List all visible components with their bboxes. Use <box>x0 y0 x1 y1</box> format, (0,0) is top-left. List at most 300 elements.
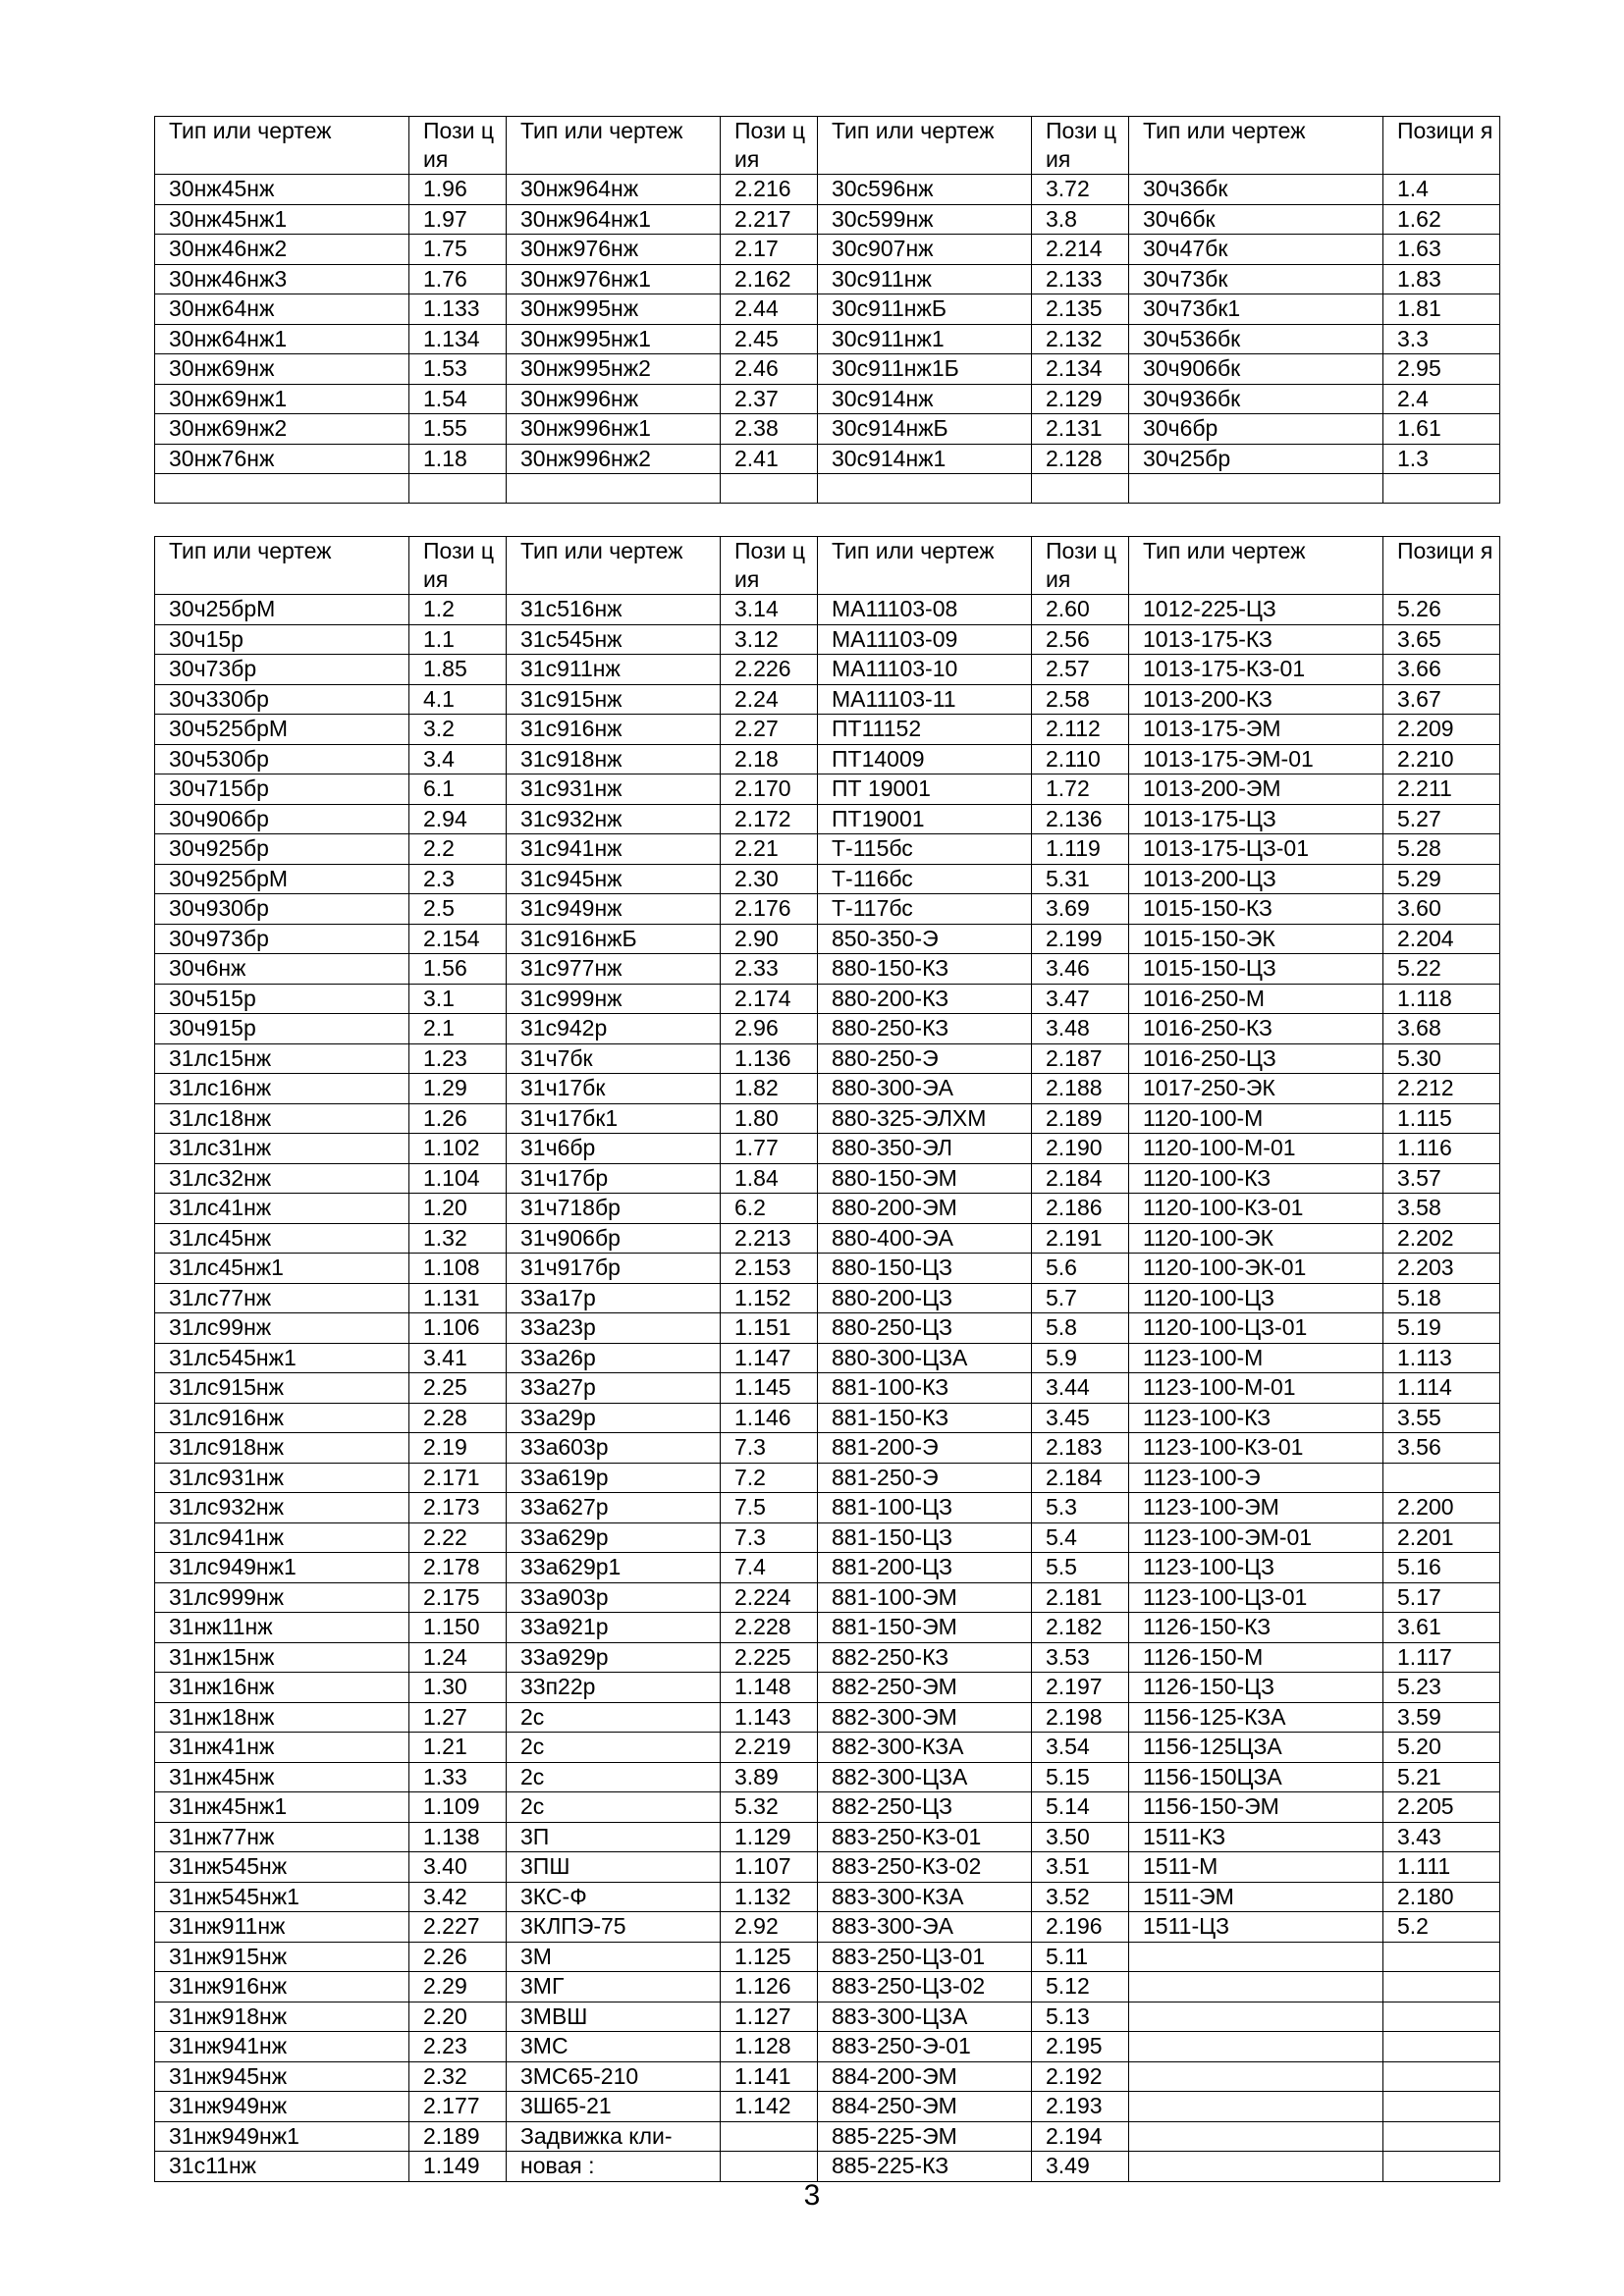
type-cell: 1015-150-ЭК <box>1129 924 1383 954</box>
position-cell: 5.5 <box>1032 1553 1129 1583</box>
position-cell: 3.12 <box>721 624 818 655</box>
table-row <box>155 1702 1500 1733</box>
type-cell: 1511-КЗ <box>1129 1822 1383 1852</box>
table-row <box>155 1043 1500 1074</box>
position-cell: 1.4 <box>1383 175 1500 205</box>
position-cell: 3.53 <box>1032 1642 1129 1673</box>
position-cell: 3.72 <box>1032 175 1129 205</box>
position-cell: 1.148 <box>721 1673 818 1703</box>
type-cell: 881-100-КЗ <box>818 1373 1032 1404</box>
table-row <box>155 1792 1500 1823</box>
type-cell: 31с942р <box>507 1014 721 1044</box>
position-cell: 2.184 <box>1032 1163 1129 1194</box>
position-cell: 7.3 <box>721 1522 818 1553</box>
position-cell: 1.3 <box>1383 444 1500 474</box>
type-cell: 1013-200-ЭМ <box>1129 774 1383 805</box>
position-cell: 2.27 <box>721 715 818 745</box>
table-row <box>155 235 1500 265</box>
type-cell: 33а903р <box>507 1582 721 1613</box>
position-cell: 1.26 <box>409 1103 507 1134</box>
position-cell <box>1383 2121 1500 2152</box>
position-cell: 1.84 <box>721 1163 818 1194</box>
table-row <box>155 1343 1500 1373</box>
type-cell: 30нж995нж <box>507 294 721 325</box>
type-cell: 30ч906бр <box>155 804 409 834</box>
type-cell: 1120-100-ЭК-01 <box>1129 1254 1383 1284</box>
type-cell: 880-150-КЗ <box>818 954 1032 985</box>
type-cell: 30ч36бк <box>1129 175 1383 205</box>
type-cell: 30ч973бр <box>155 924 409 954</box>
table-row <box>155 444 1500 474</box>
type-cell: 31с941нж <box>507 834 721 865</box>
type-cell: 883-250-ЦЗ-01 <box>818 1942 1032 1972</box>
position-cell: 2.200 <box>1383 1493 1500 1523</box>
type-cell: 1120-100-ЭК <box>1129 1223 1383 1254</box>
type-cell: 1123-100-ЭМ-01 <box>1129 1522 1383 1553</box>
position-cell: 1.29 <box>409 1074 507 1104</box>
type-cell: 31с11нж <box>155 2152 409 2182</box>
type-cell: 31лс918нж <box>155 1433 409 1464</box>
position-cell: 1.131 <box>409 1283 507 1313</box>
type-cell: 2с <box>507 1733 721 1763</box>
type-cell: 1126-150-КЗ <box>1129 1613 1383 1643</box>
table-row <box>155 1493 1500 1523</box>
position-cell: 2.132 <box>1032 324 1129 354</box>
type-cell: 31нж16нж <box>155 1673 409 1703</box>
type-cell: 2с <box>507 1702 721 1733</box>
type-cell: 3МГ <box>507 1972 721 2002</box>
position-cell: 3.3 <box>1383 324 1500 354</box>
header-position-cell: Пози ция <box>721 537 818 595</box>
position-cell: 1.20 <box>409 1194 507 1224</box>
type-cell: 31лс931нж <box>155 1463 409 1493</box>
position-cell: 3.60 <box>1383 894 1500 925</box>
position-cell <box>721 2121 818 2152</box>
position-cell: 2.219 <box>721 1733 818 1763</box>
table-row <box>155 1134 1500 1164</box>
position-cell: 7.5 <box>721 1493 818 1523</box>
type-cell: 1015-150-КЗ <box>1129 894 1383 925</box>
position-cell: 2.25 <box>409 1373 507 1404</box>
table-row <box>155 354 1500 385</box>
type-cell: 881-200-Э <box>818 1433 1032 1464</box>
position-cell: 2.174 <box>721 984 818 1014</box>
type-cell: 1120-100-КЗ <box>1129 1163 1383 1194</box>
position-cell: 5.16 <box>1383 1553 1500 1583</box>
position-cell: 2.58 <box>1032 684 1129 715</box>
position-cell: 2.37 <box>721 384 818 414</box>
type-cell <box>1129 2061 1383 2092</box>
position-cell: 2.193 <box>1032 2092 1129 2122</box>
type-cell: МА11103-11 <box>818 684 1032 715</box>
position-cell: 1.56 <box>409 954 507 985</box>
type-cell: 880-200-КЗ <box>818 984 1032 1014</box>
table-row <box>155 384 1500 414</box>
position-cell: 2.112 <box>1032 715 1129 745</box>
table-row <box>155 1942 1500 1972</box>
position-cell: 2.173 <box>409 1493 507 1523</box>
type-cell: 30ч536бк <box>1129 324 1383 354</box>
type-cell: 31нж45нж <box>155 1762 409 1792</box>
position-cell: 1.55 <box>409 414 507 445</box>
position-cell: 3.2 <box>409 715 507 745</box>
position-cell: 2.216 <box>721 175 818 205</box>
position-cell: 1.147 <box>721 1343 818 1373</box>
type-cell: 1120-100-М <box>1129 1103 1383 1134</box>
position-cell <box>1383 2152 1500 2182</box>
position-cell: 1.138 <box>409 1822 507 1852</box>
position-cell: 2.136 <box>1032 804 1129 834</box>
type-cell: 30ч6бр <box>1129 414 1383 445</box>
position-cell: 1.24 <box>409 1642 507 1673</box>
position-cell: 1.113 <box>1383 1343 1500 1373</box>
type-cell <box>1129 2152 1383 2182</box>
type-cell: 30ч25брМ <box>155 595 409 625</box>
table-row <box>155 204 1500 235</box>
position-cell: 1.30 <box>409 1673 507 1703</box>
position-cell: 1.33 <box>409 1762 507 1792</box>
position-cell: 3.57 <box>1383 1163 1500 1194</box>
type-cell: 880-350-ЭЛ <box>818 1134 1032 1164</box>
type-cell: 882-300-ЭМ <box>818 1702 1032 1733</box>
type-cell: 31нж949нж1 <box>155 2121 409 2152</box>
type-cell: 30с596нж <box>818 175 1032 205</box>
type-cell: 880-250-ЦЗ <box>818 1313 1032 1344</box>
position-cell: 3.46 <box>1032 954 1129 985</box>
type-cell: 1120-100-ЦЗ-01 <box>1129 1313 1383 1344</box>
position-cell: 2.194 <box>1032 2121 1129 2152</box>
position-cell: 6.2 <box>721 1194 818 1224</box>
position-cell: 1.85 <box>409 655 507 685</box>
position-cell: 2.19 <box>409 1433 507 1464</box>
type-cell: Т-115бс <box>818 834 1032 865</box>
position-cell <box>1032 474 1129 504</box>
type-cell: 31нж916нж <box>155 1972 409 2002</box>
type-cell: 30с914нж1 <box>818 444 1032 474</box>
table-header <box>155 117 1500 175</box>
position-cell: 2.131 <box>1032 414 1129 445</box>
type-cell: 31с545нж <box>507 624 721 655</box>
type-cell: 1013-175-ЦЗ <box>1129 804 1383 834</box>
position-cell: 2.195 <box>1032 2032 1129 2062</box>
type-cell: новая : <box>507 2152 721 2182</box>
position-cell: 5.8 <box>1032 1313 1129 1344</box>
position-cell: 5.32 <box>721 1792 818 1823</box>
position-cell: 3.61 <box>1383 1613 1500 1643</box>
position-cell: 2.183 <box>1032 1433 1129 1464</box>
position-cell: 3.89 <box>721 1762 818 1792</box>
type-cell: 1016-250-М <box>1129 984 1383 1014</box>
position-cell: 2.196 <box>1032 1912 1129 1943</box>
type-cell: 30нж996нж2 <box>507 444 721 474</box>
position-cell: 5.9 <box>1032 1343 1129 1373</box>
table-row <box>155 954 1500 985</box>
position-cell: 2.2 <box>409 834 507 865</box>
position-cell: 3.65 <box>1383 624 1500 655</box>
table-row <box>155 324 1500 354</box>
type-cell: МА11103-09 <box>818 624 1032 655</box>
table-row <box>155 804 1500 834</box>
type-cell: 1156-150ЦЗА <box>1129 1762 1383 1792</box>
type-cell: 31ч718бр <box>507 1194 721 1224</box>
position-cell: 3.55 <box>1383 1403 1500 1433</box>
type-cell: 1511-ЦЗ <box>1129 1912 1383 1943</box>
position-cell: 2.209 <box>1383 715 1500 745</box>
type-cell: 31лс99нж <box>155 1313 409 1344</box>
type-cell: Т-117бс <box>818 894 1032 925</box>
type-cell: 1012-225-ЦЗ <box>1129 595 1383 625</box>
position-cell: 3.4 <box>409 744 507 774</box>
position-cell: 1.107 <box>721 1852 818 1883</box>
header-type-cell: Тип или чертеж <box>1129 117 1383 175</box>
position-cell: 2.162 <box>721 264 818 294</box>
type-cell: 31с915нж <box>507 684 721 715</box>
type-cell: 1123-100-ЭМ <box>1129 1493 1383 1523</box>
type-cell: 31с916нжБ <box>507 924 721 954</box>
position-cell: 5.6 <box>1032 1254 1129 1284</box>
type-cell: 31нж911нж <box>155 1912 409 1943</box>
type-cell: 31лс915нж <box>155 1373 409 1404</box>
position-cell: 1.114 <box>1383 1373 1500 1404</box>
type-cell: 880-150-ЭМ <box>818 1163 1032 1194</box>
type-cell: 30нж996нж <box>507 384 721 414</box>
type-cell: 31лс941нж <box>155 1522 409 1553</box>
table-row <box>155 1373 1500 1404</box>
table-row <box>155 595 1500 625</box>
position-cell: 3.48 <box>1032 1014 1129 1044</box>
type-cell: 33а17р <box>507 1283 721 1313</box>
position-cell: 2.205 <box>1383 1792 1500 1823</box>
type-cell <box>1129 1942 1383 1972</box>
type-cell: 31с911нж <box>507 655 721 685</box>
position-cell: 2.170 <box>721 774 818 805</box>
position-cell: 1.61 <box>1383 414 1500 445</box>
type-cell: 880-250-КЗ <box>818 1014 1032 1044</box>
type-cell: 31ч17бр <box>507 1163 721 1194</box>
type-cell: 30ч906бк <box>1129 354 1383 385</box>
type-cell: 1123-100-ЦЗ-01 <box>1129 1582 1383 1613</box>
type-cell: 1016-250-КЗ <box>1129 1014 1383 1044</box>
table-row <box>155 1852 1500 1883</box>
type-cell: 2с <box>507 1762 721 1792</box>
table-row <box>155 1223 1500 1254</box>
type-cell: 30с914нжБ <box>818 414 1032 445</box>
position-cell: 1.80 <box>721 1103 818 1134</box>
table-header <box>155 537 1500 595</box>
type-cell: 31лс45нж1 <box>155 1254 409 1284</box>
position-cell: 7.3 <box>721 1433 818 1464</box>
type-cell: 30нж45нж <box>155 175 409 205</box>
position-cell: 2.28 <box>409 1403 507 1433</box>
position-cell: 2.5 <box>409 894 507 925</box>
header-row <box>155 537 1500 595</box>
type-cell: 881-200-ЦЗ <box>818 1553 1032 1583</box>
header-position-cell: Позици я <box>1383 537 1500 595</box>
type-cell: 1013-175-ЦЗ-01 <box>1129 834 1383 865</box>
type-cell: 30ч73бк1 <box>1129 294 1383 325</box>
position-cell <box>1383 1942 1500 1972</box>
type-cell: 31нж545нж1 <box>155 1882 409 1912</box>
type-cell: 882-250-ЭМ <box>818 1673 1032 1703</box>
position-cell: 1.145 <box>721 1373 818 1404</box>
type-cell: 881-100-ЦЗ <box>818 1493 1032 1523</box>
type-cell: 31лс18нж <box>155 1103 409 1134</box>
position-cell: 1.77 <box>721 1134 818 1164</box>
type-cell: 31лс545нж1 <box>155 1343 409 1373</box>
type-cell <box>1129 2092 1383 2122</box>
position-cell: 3.66 <box>1383 655 1500 685</box>
index-table-1 <box>154 116 1500 504</box>
position-cell: 2.30 <box>721 864 818 894</box>
position-cell: 1.134 <box>409 324 507 354</box>
position-cell: 3.58 <box>1383 1194 1500 1224</box>
position-cell <box>409 474 507 504</box>
type-cell: 30нж46нж2 <box>155 235 409 265</box>
position-cell: 2.26 <box>409 1942 507 1972</box>
position-cell: 2.41 <box>721 444 818 474</box>
type-cell: 1015-150-ЦЗ <box>1129 954 1383 985</box>
position-cell: 1.141 <box>721 2061 818 2092</box>
position-cell: 2.21 <box>721 834 818 865</box>
position-cell <box>1383 1972 1500 2002</box>
position-cell: 2.181 <box>1032 1582 1129 1613</box>
position-cell: 2.177 <box>409 2092 507 2122</box>
table-row <box>155 414 1500 445</box>
type-cell: 33п22р <box>507 1673 721 1703</box>
type-cell: 33а929р <box>507 1642 721 1673</box>
table-row <box>155 1673 1500 1703</box>
type-cell: 3КЛПЭ-75 <box>507 1912 721 1943</box>
type-cell: 30ч525брМ <box>155 715 409 745</box>
type-cell: 30ч936бк <box>1129 384 1383 414</box>
type-cell: 883-300-ЭА <box>818 1912 1032 1943</box>
type-cell: 31лс932нж <box>155 1493 409 1523</box>
type-cell: 31с945нж <box>507 864 721 894</box>
type-cell: 880-300-ЦЗА <box>818 1343 1032 1373</box>
table-row <box>155 1613 1500 1643</box>
position-cell: 5.28 <box>1383 834 1500 865</box>
type-cell: 1123-100-Э <box>1129 1463 1383 1493</box>
position-cell: 2.224 <box>721 1582 818 1613</box>
position-cell: 1.106 <box>409 1313 507 1344</box>
position-cell: 1.83 <box>1383 264 1500 294</box>
position-cell: 3.52 <box>1032 1882 1129 1912</box>
type-cell: 30ч925бр <box>155 834 409 865</box>
table-row <box>155 2092 1500 2122</box>
position-cell: 3.67 <box>1383 684 1500 715</box>
header-position-cell: Пози ция <box>1032 537 1129 595</box>
position-cell: 5.11 <box>1032 1942 1129 1972</box>
type-cell: 31нж941нж <box>155 2032 409 2062</box>
position-cell: 3.41 <box>409 1343 507 1373</box>
position-cell: 2.175 <box>409 1582 507 1613</box>
position-cell: 1.82 <box>721 1074 818 1104</box>
position-cell <box>1383 2002 1500 2032</box>
page-number: 3 <box>803 2179 821 2212</box>
type-cell: 1013-175-КЗ <box>1129 624 1383 655</box>
position-cell: 2.90 <box>721 924 818 954</box>
type-cell: 31ч917бр <box>507 1254 721 1284</box>
position-cell: 1.152 <box>721 1283 818 1313</box>
type-cell: 31с977нж <box>507 954 721 985</box>
position-cell: 2.214 <box>1032 235 1129 265</box>
position-cell: 3.8 <box>1032 204 1129 235</box>
position-cell: 1.128 <box>721 2032 818 2062</box>
type-cell: 1511-ЭМ <box>1129 1882 1383 1912</box>
position-cell: 1.54 <box>409 384 507 414</box>
position-cell: 2.96 <box>721 1014 818 1044</box>
position-cell: 2.192 <box>1032 2061 1129 2092</box>
type-cell: 31лс16нж <box>155 1074 409 1104</box>
position-cell: 5.3 <box>1032 1493 1129 1523</box>
position-cell: 1.116 <box>1383 1134 1500 1164</box>
type-cell: 31ч17бк1 <box>507 1103 721 1134</box>
type-cell: 33а603р <box>507 1433 721 1464</box>
type-cell: 880-200-ЦЗ <box>818 1283 1032 1313</box>
position-cell: 1.126 <box>721 1972 818 2002</box>
position-cell: 2.18 <box>721 744 818 774</box>
type-cell: 1120-100-М-01 <box>1129 1134 1383 1164</box>
type-cell: 1123-100-КЗ-01 <box>1129 1433 1383 1464</box>
type-cell: 1511-М <box>1129 1852 1383 1883</box>
type-cell: 30нж976нж1 <box>507 264 721 294</box>
type-cell <box>155 474 409 504</box>
type-cell: 31ч17бк <box>507 1074 721 1104</box>
position-cell: 1.53 <box>409 354 507 385</box>
position-cell: 5.30 <box>1383 1043 1500 1074</box>
position-cell: 2.32 <box>409 2061 507 2092</box>
position-cell: 5.12 <box>1032 1972 1129 2002</box>
position-cell: 5.22 <box>1383 954 1500 985</box>
position-cell: 2.189 <box>1032 1103 1129 1134</box>
position-cell: 2.213 <box>721 1223 818 1254</box>
table-row <box>155 1463 1500 1493</box>
type-cell: 31ч6бр <box>507 1134 721 1164</box>
table-row <box>155 1972 1500 2002</box>
index-table-2 <box>154 536 1500 2182</box>
position-cell: 2.134 <box>1032 354 1129 385</box>
type-cell: 883-300-КЗА <box>818 1882 1032 1912</box>
type-cell <box>1129 1972 1383 2002</box>
type-cell: 883-300-ЦЗА <box>818 2002 1032 2032</box>
type-cell: 30с907нж <box>818 235 1032 265</box>
position-cell: 2.57 <box>1032 655 1129 685</box>
type-cell: 30ч530бр <box>155 744 409 774</box>
position-cell: 2.203 <box>1383 1254 1500 1284</box>
header-position-cell: Пози ция <box>409 537 507 595</box>
position-cell: 2.1 <box>409 1014 507 1044</box>
position-cell: 2.60 <box>1032 595 1129 625</box>
type-cell: 31лс949нж1 <box>155 1553 409 1583</box>
type-cell: 882-300-ЦЗА <box>818 1762 1032 1792</box>
position-cell: 1.81 <box>1383 294 1500 325</box>
position-cell: 2.45 <box>721 324 818 354</box>
position-cell <box>1383 2061 1500 2092</box>
table-row <box>155 175 1500 205</box>
position-cell: 2.197 <box>1032 1673 1129 1703</box>
type-cell: 30нж964нж <box>507 175 721 205</box>
position-cell: 1.129 <box>721 1822 818 1852</box>
position-cell: 3.42 <box>409 1882 507 1912</box>
header-type-cell: Тип или чертеж <box>507 117 721 175</box>
position-cell: 2.227 <box>409 1912 507 1943</box>
type-cell: 884-250-ЭМ <box>818 2092 1032 2122</box>
header-type-cell: Тип или чертеж <box>507 537 721 595</box>
position-cell: 2.153 <box>721 1254 818 1284</box>
position-cell: 1.23 <box>409 1043 507 1074</box>
position-cell: 7.4 <box>721 1553 818 1583</box>
position-cell: 1.111 <box>1383 1852 1500 1883</box>
